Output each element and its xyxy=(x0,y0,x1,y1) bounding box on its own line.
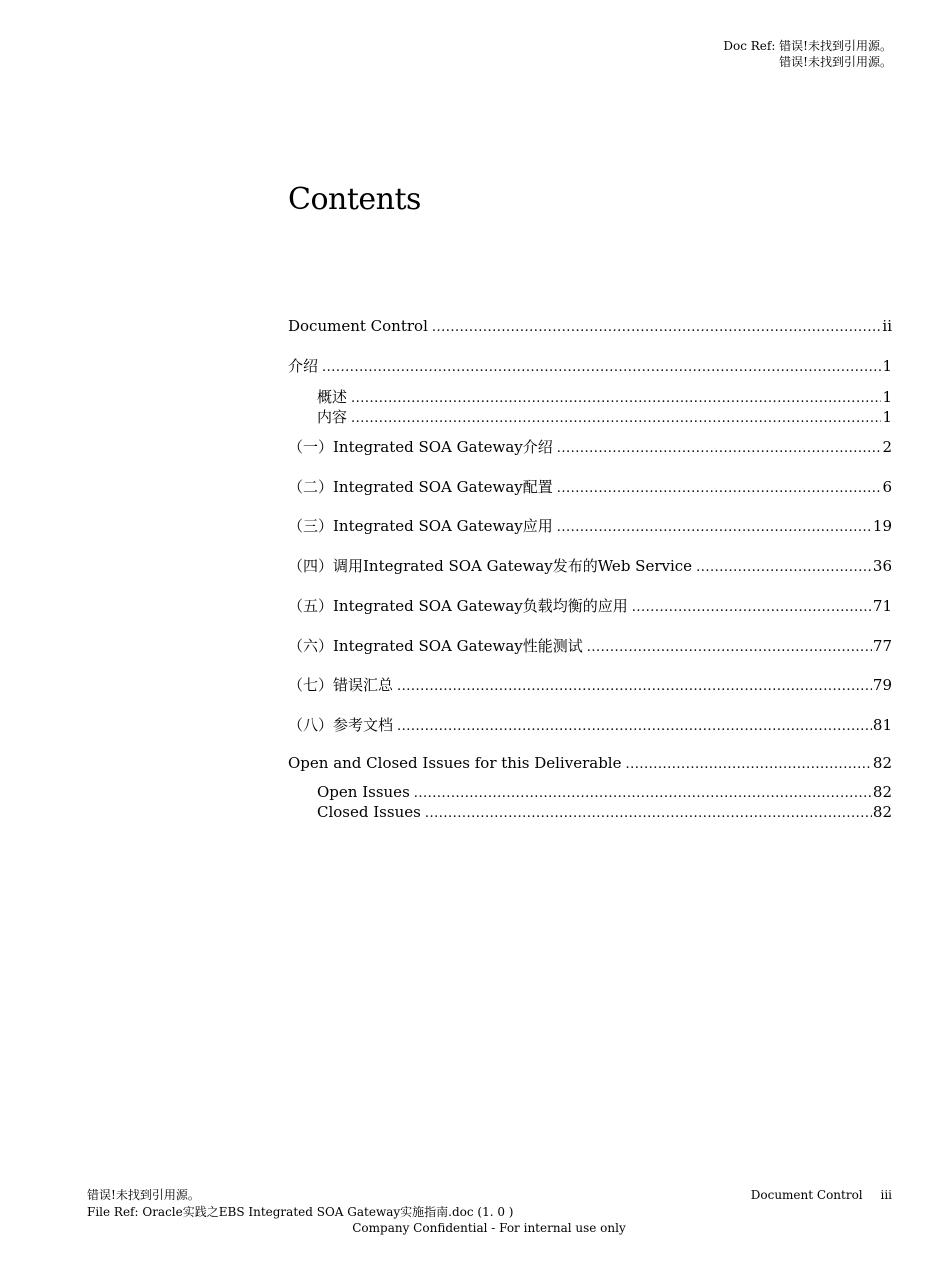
toc-entry-label: Open and Closed Issues for this Deliverable xyxy=(288,754,622,772)
toc-leader-dots xyxy=(322,356,881,376)
toc-leader-dots xyxy=(557,437,882,457)
toc-leader-dots xyxy=(557,477,882,497)
toc-entry-page: 79 xyxy=(872,676,892,694)
page-header xyxy=(723,38,892,70)
toc-entry-content[interactable] xyxy=(317,407,892,427)
toc-entry-chapter-7[interactable] xyxy=(288,675,892,695)
toc-entry-page: 82 xyxy=(872,754,892,772)
footer-section-name: Document Control xyxy=(750,1188,863,1202)
footer-confidential-notice: Company Confidential - For internal use only xyxy=(352,1221,626,1235)
toc-entry-chapter-2[interactable] xyxy=(288,477,892,497)
toc-entry-page: 1 xyxy=(882,388,892,406)
toc-entry-chapter-3[interactable] xyxy=(288,516,892,536)
toc-leader-dots xyxy=(587,636,872,656)
toc-entry-label: （四）调用Integrated SOA Gateway发布的Web Service xyxy=(288,557,693,575)
footer-error-ref: 错误!未找到引用源。 xyxy=(87,1188,200,1202)
toc-entry-page: 19 xyxy=(872,517,892,535)
toc-entry-label: （三）Integrated SOA Gateway应用 xyxy=(288,517,553,535)
toc-entry-overview[interactable] xyxy=(317,387,892,407)
toc-leader-dots xyxy=(397,675,872,695)
toc-entry-closed-issues[interactable] xyxy=(317,802,892,822)
toc-entry-chapter-4[interactable] xyxy=(288,556,892,576)
toc-entry-open-closed-issues[interactable] xyxy=(288,753,892,773)
toc-entry-page: 1 xyxy=(882,357,892,375)
toc-entry-page: ii xyxy=(882,317,892,335)
toc-entry-label: Document Control xyxy=(288,317,428,335)
toc-entry-document-control[interactable] xyxy=(288,316,892,336)
toc-entry-page: 81 xyxy=(872,716,892,734)
toc-entry-label: 内容 xyxy=(317,408,348,426)
toc-entry-label: 概述 xyxy=(317,388,348,406)
toc-entry-chapter-8[interactable] xyxy=(288,715,892,735)
toc-leader-dots xyxy=(425,802,872,822)
toc-entry-label: Closed Issues xyxy=(317,803,421,821)
toc-leader-dots xyxy=(696,556,872,576)
toc-entry-page: 6 xyxy=(882,478,892,496)
doc-ref-error: 错误!未找到引用源。 xyxy=(779,55,892,69)
toc-entry-chapter-5[interactable] xyxy=(288,596,892,616)
toc-entry-introduction[interactable] xyxy=(288,356,892,376)
footer-file-info xyxy=(87,1187,513,1221)
toc-entry-page: 36 xyxy=(872,557,892,575)
toc-entry-page: 2 xyxy=(882,438,892,456)
toc-leader-dots xyxy=(414,782,872,802)
footer-section-info xyxy=(751,1187,892,1204)
toc-entry-page: 1 xyxy=(882,408,892,426)
toc-entry-label: （六）Integrated SOA Gateway性能测试 xyxy=(288,637,583,655)
toc-leader-dots xyxy=(632,596,872,616)
toc-leader-dots xyxy=(432,316,882,336)
toc-entry-label: （五）Integrated SOA Gateway负载均衡的应用 xyxy=(288,597,628,615)
toc-entry-page: 82 xyxy=(872,803,892,821)
toc-entry-label: （二）Integrated SOA Gateway配置 xyxy=(288,478,553,496)
toc-entry-label: （八）参考文档 xyxy=(288,716,394,734)
toc-leader-dots xyxy=(351,387,881,407)
toc-entry-page: 77 xyxy=(872,637,892,655)
page-title: Contents xyxy=(288,182,421,217)
toc-entry-page: 82 xyxy=(872,783,892,801)
footer-page-number: iii xyxy=(880,1188,892,1202)
toc-entry-label: 介绍 xyxy=(288,357,319,375)
toc-leader-dots xyxy=(351,407,881,427)
doc-ref: Doc Ref: 错误!未找到引用源。 xyxy=(723,39,892,53)
toc-entry-chapter-1[interactable] xyxy=(288,437,892,457)
toc-entry-label: Open Issues xyxy=(317,783,410,801)
toc-entry-label: （一）Integrated SOA Gateway介绍 xyxy=(288,438,553,456)
toc-leader-dots xyxy=(397,715,872,735)
toc-entry-open-issues[interactable] xyxy=(317,782,892,802)
toc-leader-dots xyxy=(557,516,872,536)
toc-entry-chapter-6[interactable] xyxy=(288,636,892,656)
toc-entry-page: 71 xyxy=(872,597,892,615)
toc-leader-dots xyxy=(625,753,871,773)
footer-file-ref: File Ref: Oracle实践之EBS Integrated SOA Gateway实施指南.doc (1. 0 ) xyxy=(87,1205,514,1219)
toc-entry-label: （七）错误汇总 xyxy=(288,676,394,694)
